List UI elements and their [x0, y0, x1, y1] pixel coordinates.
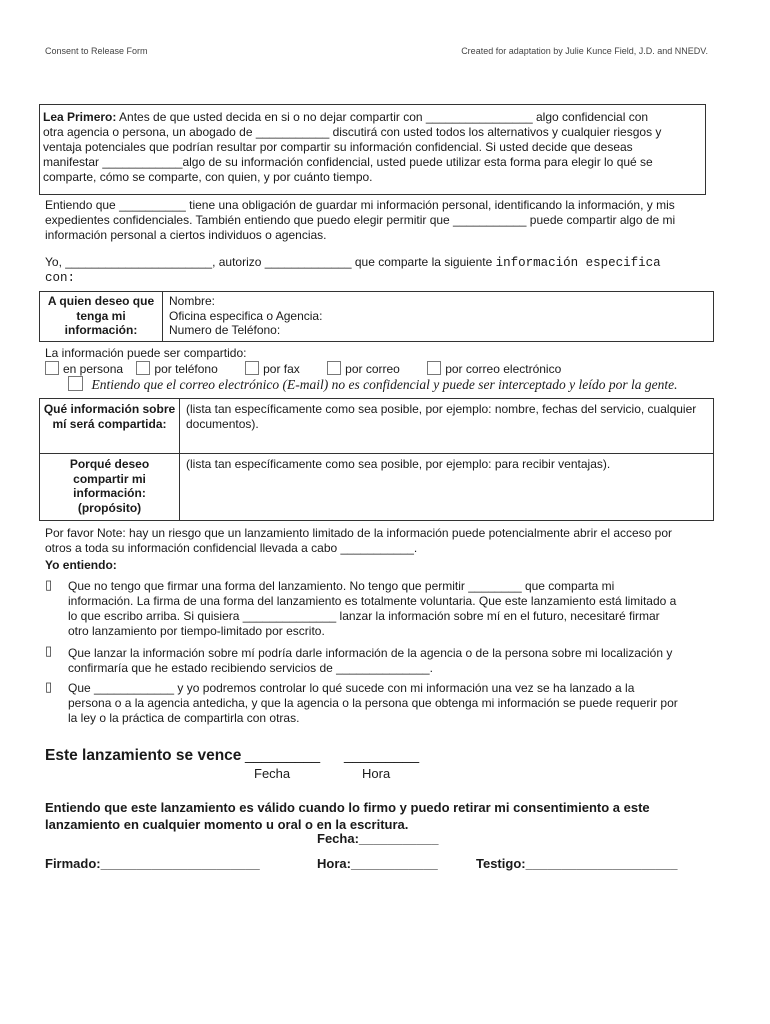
option-email[interactable]: por correo electrónico — [427, 361, 561, 376]
checkbox[interactable] — [427, 361, 441, 375]
recipient-fields — [163, 292, 714, 342]
expiry-date-label: Fecha — [254, 766, 291, 781]
what-info-label: Qué información sobre mí será compartida: — [40, 399, 180, 454]
signature-date-field[interactable]: Fecha:___________ — [317, 831, 439, 846]
expiry-time-field[interactable]: _________ — [344, 747, 420, 764]
expiry-date-field[interactable]: _________ — [245, 747, 321, 764]
info-table — [39, 398, 714, 521]
read-first-line: ventaja potenciales que podrían resultar por compartir su información confidencial. Si usted decide que deseas — [43, 140, 633, 154]
checkbox[interactable] — [136, 361, 150, 375]
i-understand-heading: Yo entiendo: — [45, 558, 117, 572]
recipient-office-field[interactable]: Oficina especifica o Agencia: — [169, 308, 323, 323]
understand-paragraph: Entiendo que __________ tiene una obligación de guardar mi información personal, identificando la información, y mis expedientes confidenciales. También entiendo que puedo elegir permitir que ___________ puede compartir algo de mi información personal a ciertos individuos o agencias. — [45, 198, 676, 242]
recipient-phone-field[interactable]: Numero de Teléfono: — [169, 323, 281, 337]
recipient-table — [39, 291, 714, 342]
understand-item-1: Que no tengo que firmar una forma del lanzamiento. No tengo que permitir ________ que comparta mi información. La firma de una forma del lanzamiento es totalmente voluntaria. Que este lanzamiento está limitado a lo que escribo arriba. Si quisiera ______________ lanzar la información sobre mí en el futuro, necesitaré firmar otro lanzamiento por tiempo-limitado por escrito. — [68, 579, 677, 638]
risk-note: Por favor Note: hay un riesgo que un lanzamiento limitado de la información puede potencialmente abrir el acceso por otros a toda su información confidencial llevada a cabo ___________. — [45, 526, 673, 555]
email-notice-checkbox[interactable] — [68, 376, 83, 391]
signed-field[interactable]: Firmado:______________________ — [45, 856, 260, 871]
validity-statement: Entiendo que este lanzamiento es válido cuando lo firmo y puedo retirar mi consentimiento a este lanzamiento en cualquier momento u oral o en la escritura. — [45, 800, 650, 832]
understand-item-3: Que ____________ y yo podremos controlar lo qué sucede con mi información una vez se ha lanzado a la persona o a la agencia antedicha, y que la agencia o la persona que obtenga mi información se puede requerir por la ley o la práctica de compartirla con otras. — [68, 681, 678, 725]
authorize-statement: Yo, ______________________, autorizo _____________ que comparte la siguiente información especifica con: — [45, 255, 661, 285]
option-fax[interactable]: por fax — [245, 361, 300, 376]
read-first-box — [39, 104, 706, 195]
witness-field[interactable]: Testigo:_____________________ — [476, 856, 678, 871]
read-first-line: manifestar ____________algo de su información confidencial, usted puede utilizar esta forma para elegir lo qué se — [43, 155, 653, 169]
signature-time-field[interactable]: Hora:____________ — [317, 856, 438, 871]
option-in-person[interactable]: en persona — [45, 361, 123, 376]
checkbox[interactable] — [45, 361, 59, 375]
why-share-label: Porqué deseo compartir mi información: (propósito) — [40, 454, 180, 521]
sharing-intro: La información puede ser compartido: — [45, 346, 247, 360]
header-credit: Created for adaptation by Julie Kunce Field, J.D. and NNEDV. — [461, 46, 708, 56]
recipient-label: A quien deseo que tenga mi información: — [40, 292, 163, 342]
read-first-heading: Lea Primero: — [43, 110, 117, 124]
sharing-options — [45, 361, 725, 376]
bullet-icon: ▯ — [45, 643, 53, 658]
why-share-field[interactable]: (lista tan específicamente como sea posible, por ejemplo: para recibir ventajas). — [180, 454, 714, 521]
understand-item-2: Que lanzar la información sobre mí podría darle información de la agencia o de la persona sobre mi localización y confirmaría que he estado recibiendo servicios de ______________. — [68, 646, 673, 675]
bullet-icon: ▯ — [45, 679, 53, 694]
expiry-statement: Este lanzamiento se vence — [45, 747, 242, 764]
option-phone[interactable]: por teléfono — [136, 361, 217, 376]
checkbox[interactable] — [327, 361, 341, 375]
checkbox[interactable] — [245, 361, 259, 375]
bullet-icon: ▯ — [45, 577, 53, 592]
option-mail[interactable]: por correo — [327, 361, 400, 376]
read-first-line: otra agencia o persona, un abogado de ___________ discutirá con usted todos los alternativos y cualquier riesgos y — [43, 125, 662, 139]
header-form-title: Consent to Release Form — [45, 46, 148, 56]
expiry-time-label: Hora — [362, 766, 391, 781]
read-first-line: comparte, cómo se comparte, con quien, y por cuánto tiempo. — [43, 170, 373, 184]
email-notice: Entiendo que el correo electrónico (E-mail) no es confidencial y puede ser interceptado y leído por la gente. — [68, 376, 748, 394]
what-info-field[interactable]: (lista tan específicamente como sea posible, por ejemplo: nombre, fechas del servicio, cualquier documentos). — [180, 399, 714, 454]
read-first-line: Lea Primero: Antes de que usted decida en si o no dejar compartir con ________________ algo confidencial con — [43, 110, 649, 124]
recipient-name-field[interactable]: Nombre: — [169, 294, 216, 308]
